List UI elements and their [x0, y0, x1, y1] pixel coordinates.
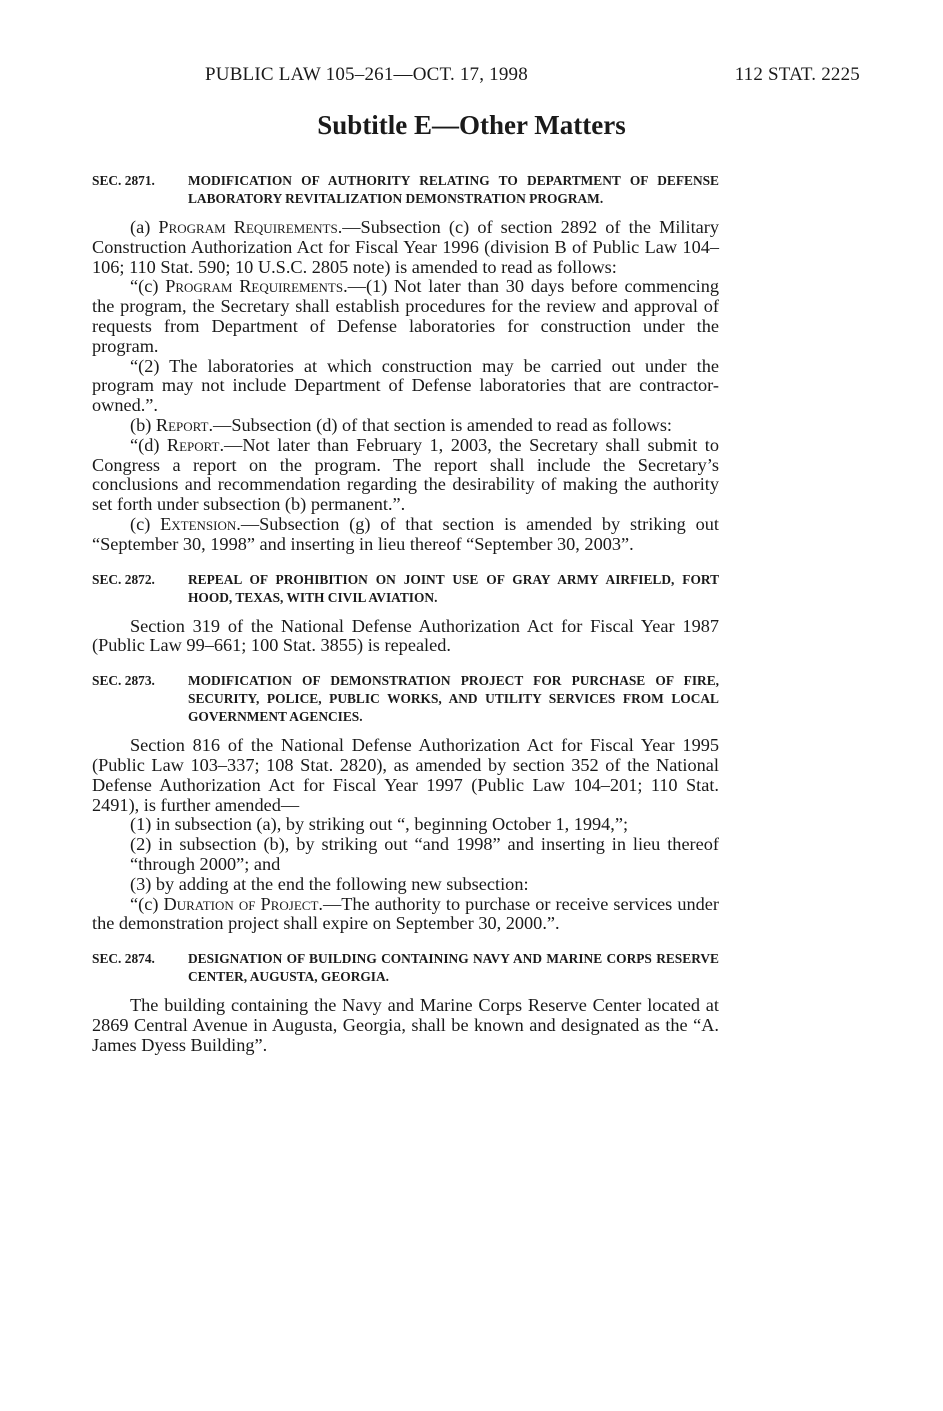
- list-item-2: (2) in subsection (b), by striking out “and 1998” and inserting in lieu thereof “through 2000”; and: [130, 834, 719, 874]
- section-number: SEC. 2874.: [92, 951, 155, 967]
- section-number: SEC. 2873.: [92, 673, 155, 689]
- subsection-heading: Report: [155, 414, 209, 435]
- section-number: SEC. 2871.: [92, 173, 155, 188]
- section-2873-heading: [92, 672, 719, 726]
- subsection-heading: Program Requirements: [158, 217, 338, 237]
- paragraph-text: .—Subsection (d) of that section is amended to read as follows:: [208, 414, 673, 435]
- quoted-subsection-d-paragraph: [92, 436, 719, 515]
- paragraph-text: .—The authority to purchase or receive services under the demonstration project shall expire on September 30, 2000.”.: [92, 893, 719, 934]
- section-number: SEC. 2872.: [92, 571, 155, 587]
- section-2874-heading: [92, 950, 719, 986]
- enum: “(d): [130, 434, 167, 455]
- paragraph-text: .—Subsection (c) of section 2892 of the Military Construction Authorization Act for Fiscal Year 1996 (division B of Public Law 104–106; 110 Stat. 590; 10 U.S.C. 2805 note) is amended to read as follows:: [92, 217, 719, 277]
- subsection-heading: Program Requirements: [165, 276, 344, 297]
- list-item-1: (1) in subsection (a), by striking out “, beginning October 1, 1994,”;: [130, 814, 629, 835]
- subsection-heading: Report: [166, 434, 220, 455]
- section-2872-heading: [92, 571, 719, 607]
- section-2871-heading: [92, 172, 719, 208]
- subsection-a-paragraph: [92, 218, 719, 277]
- enum: (b): [130, 414, 156, 435]
- enum: “(c): [130, 276, 166, 297]
- section-title: MODIFICATION OF DEMONSTRATION PROJECT FOR PURCHASE OF FIRE, SECURITY, POLICE, PUBLIC WORKS, AND UTILITY SERVICES FROM LOCAL GOVERNMENT AGENCIES.: [188, 673, 719, 725]
- subsection-heading: Duration of Project: [163, 893, 319, 914]
- subsection-heading: Extension: [160, 513, 237, 534]
- quoted-subsection-c-duration: [92, 895, 719, 935]
- paragraph-text: .—Not later than February 1, 2003, the Secretary shall submit to Congress a report on the program. The report shall include the Secretary’s conclusions and recommendation regarding the desirability of making the authority set forth under subsection (b) permanent.”.: [92, 434, 719, 515]
- quoted-paragraph-2: “(2) The laboratories at which construction may be carried out under the program may not include Department of Defense laboratories that are contractor-owned.”.: [92, 355, 719, 416]
- section-title: REPEAL OF PROHIBITION ON JOINT USE OF GRAY ARMY AIRFIELD, FORT HOOD, TEXAS, WITH CIVIL AVIATION.: [188, 571, 719, 605]
- enum: (c): [130, 513, 161, 534]
- spacer: [92, 555, 719, 571]
- enum: (a): [130, 217, 159, 237]
- document-body: [92, 172, 719, 1056]
- enum: “(c): [130, 893, 164, 914]
- subsection-b-paragraph: [92, 416, 719, 436]
- subsection-c-extension-paragraph: [92, 515, 719, 555]
- running-head: [205, 64, 860, 86]
- running-title: PUBLIC LAW 105–261—OCT. 17, 1998: [205, 64, 528, 85]
- spacer: [92, 934, 719, 950]
- section-title: MODIFICATION OF AUTHORITY RELATING TO DEPARTMENT OF DEFENSE LABORATORY REVITALIZATION DEMONSTRATION PROGRAM.: [188, 173, 719, 206]
- paragraph-text: .—Subsection (g) of that section is amended by striking out “September 30, 1998” and inserting in lieu thereof “September 30, 2003”.: [92, 513, 719, 554]
- spacer: [92, 656, 719, 672]
- list-item-3: (3) by adding at the end the following new subsection:: [130, 873, 529, 894]
- subtitle-heading: Subtitle E—Other Matters: [317, 110, 626, 140]
- section-2874-text: The building containing the Navy and Marine Corps Reserve Center located at 2869 Central Avenue in Augusta, Georgia, shall be known and designated as the “A. James Dyess Building”.: [92, 995, 719, 1055]
- page-folio: 112 STAT. 2225: [734, 64, 860, 85]
- paragraph-text: .—(1) Not later than 30 days before commencing the program, the Secretary shall establish procedures for the review and approval of requests from Department of Defense laboratories for construction under the program.: [92, 276, 719, 356]
- section-title: DESIGNATION OF BUILDING CONTAINING NAVY AND MARINE CORPS RESERVE CENTER, AUGUSTA, GEORGIA.: [188, 951, 719, 985]
- section-2873-text: Section 816 of the National Defense Authorization Act for Fiscal Year 1995 (Public Law 103–337; 108 Stat. 2820), as amended by section 352 of the National Defense Authorization Act for Fiscal Year 1997 (Public Law 104–201; 110 Stat. 2491), is further amended—: [92, 735, 719, 815]
- section-2872-text: Section 319 of the National Defense Authorization Act for Fiscal Year 1987 (Public Law 99–661; 100 Stat. 3855) is repealed.: [92, 615, 719, 656]
- quoted-subsection-c-paragraph: [92, 277, 719, 356]
